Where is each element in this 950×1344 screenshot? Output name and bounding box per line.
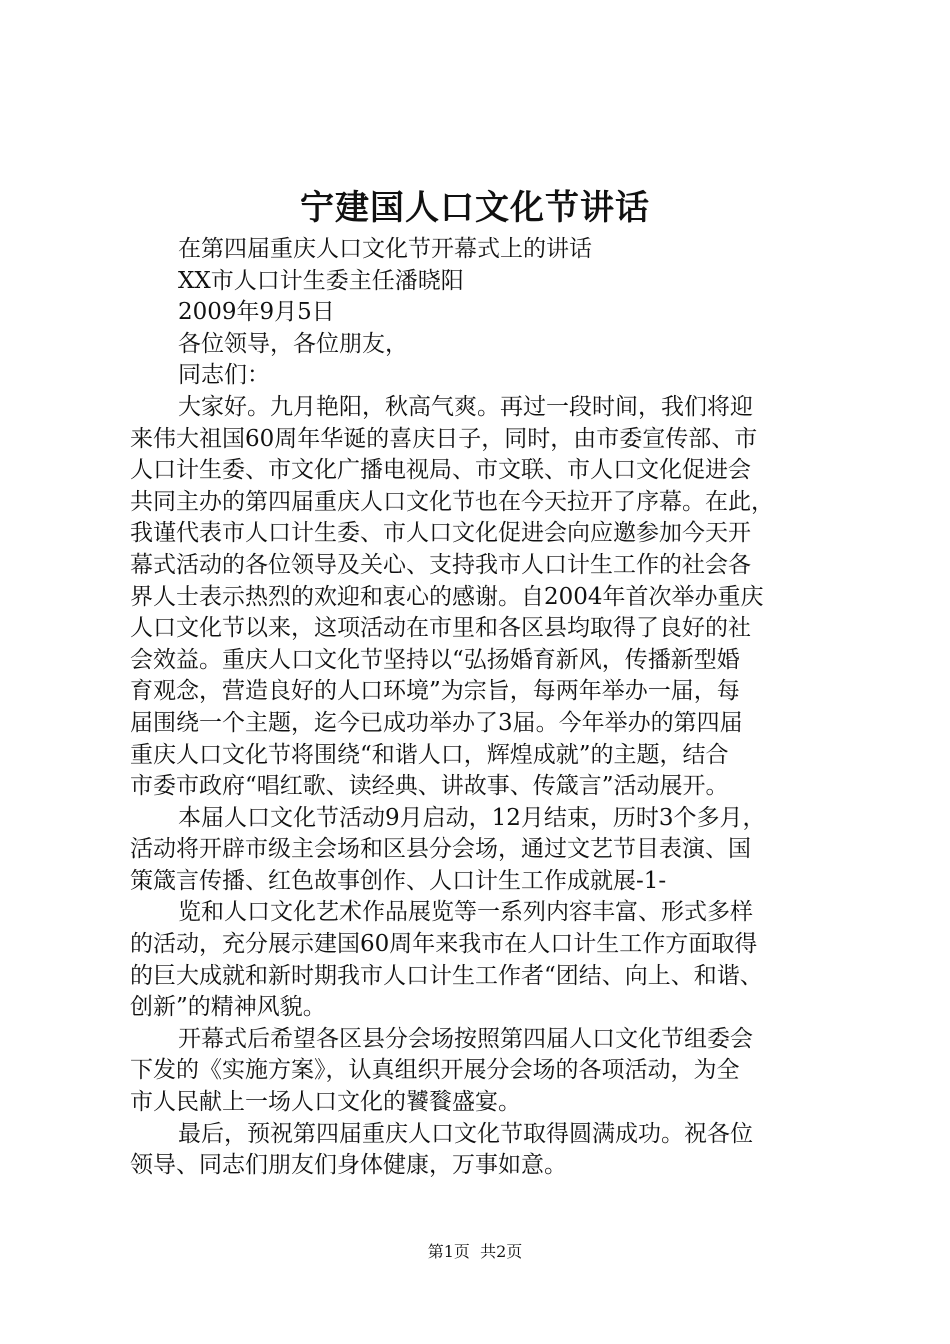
body-line: XX市人口计生委主任潘晓阳: [178, 267, 464, 294]
body-line: 策箴言传播、红色故事创作、人口计生工作成就展-1-: [130, 867, 667, 894]
body-line: 览和人口文化艺术作品展览等一系列内容丰富、形式多样: [178, 899, 753, 926]
body-line: 育观念，营造良好的人口环境”为宗旨，每两年举办一届，每: [130, 678, 740, 705]
document-body: [130, 234, 835, 1182]
body-line: 幕式活动的各位领导及关心、支持我市人口计生工作的社会各: [130, 551, 751, 578]
body-line: 各位领导，各位朋友，: [178, 330, 408, 357]
body-line: 市委市政府“唱红歌、读经典、讲故事、传箴言”活动展开。: [130, 773, 729, 800]
body-line: 下发的《实施方案》，认真组织开展分会场的各项活动，为全: [130, 1057, 740, 1084]
body-line: 人口文化节以来，这项活动在市里和各区县均取得了良好的社: [130, 615, 751, 642]
body-line: 共同主办的第四届重庆人口文化节也在今天拉开了序幕。在此，: [130, 488, 774, 515]
body-line: 人口计生委、市文化广播电视局、市文联、市人口文化促进会: [130, 457, 751, 484]
body-line: 我谨代表市人口计生委、市人口文化促进会向应邀参加今天开: [130, 520, 751, 547]
body-line: 的巨大成就和新时期我市人口计生工作者“团结、向上、和谐、: [130, 962, 763, 989]
body-line: 市人民献上一场人口文化的饕餮盛宴。: [130, 1089, 521, 1116]
body-line: 来伟大祖国60周年华诞的喜庆日子，同时，由市委宣传部、市: [130, 425, 758, 452]
body-line: 在第四届重庆人口文化节开幕式上的讲话: [178, 236, 592, 262]
body-line: 届围绕一个主题，迄今已成功举办了3届。今年举办的第四届: [130, 709, 743, 736]
body-line: 活动将开辟市级主会场和区县分会场，通过文艺节目表演、国: [130, 836, 751, 863]
body-line: 创新”的精神风貌。: [130, 994, 326, 1021]
body-line: 会效益。重庆人口文化节坚持以“弘扬婚育新风，传播新型婚: [130, 646, 740, 673]
document-title: 宁建国人口文化节讲话: [300, 188, 650, 228]
body-line: 2009年9月5日: [178, 299, 335, 326]
body-line: 的活动，充分展示建国60周年来我市在人口计生工作方面取得: [130, 931, 758, 958]
body-line: 开幕式后希望各区县分会场按照第四届人口文化节组委会: [178, 1025, 753, 1052]
body-line: 大家好。九月艳阳，秋高气爽。再过一段时间，我们将迎: [178, 393, 753, 420]
page-footer: 第1页 共2页: [427, 1242, 523, 1261]
body-line: 同志们：: [178, 362, 270, 389]
body-line: 界人士表示热烈的欢迎和衷心的感谢。自2004年首次举办重庆: [130, 583, 764, 610]
body-line: 领导、同志们朋友们身体健康，万事如意。: [130, 1152, 567, 1179]
body-line: 本届人口文化节活动9月启动，12月结束，历时3个多月，: [178, 804, 766, 831]
body-line: 重庆人口文化节将围绕“和谐人口，辉煌成就”的主题，结合: [130, 741, 729, 768]
body-line: 最后，预祝第四届重庆人口文化节取得圆满成功。祝各位: [178, 1120, 753, 1147]
